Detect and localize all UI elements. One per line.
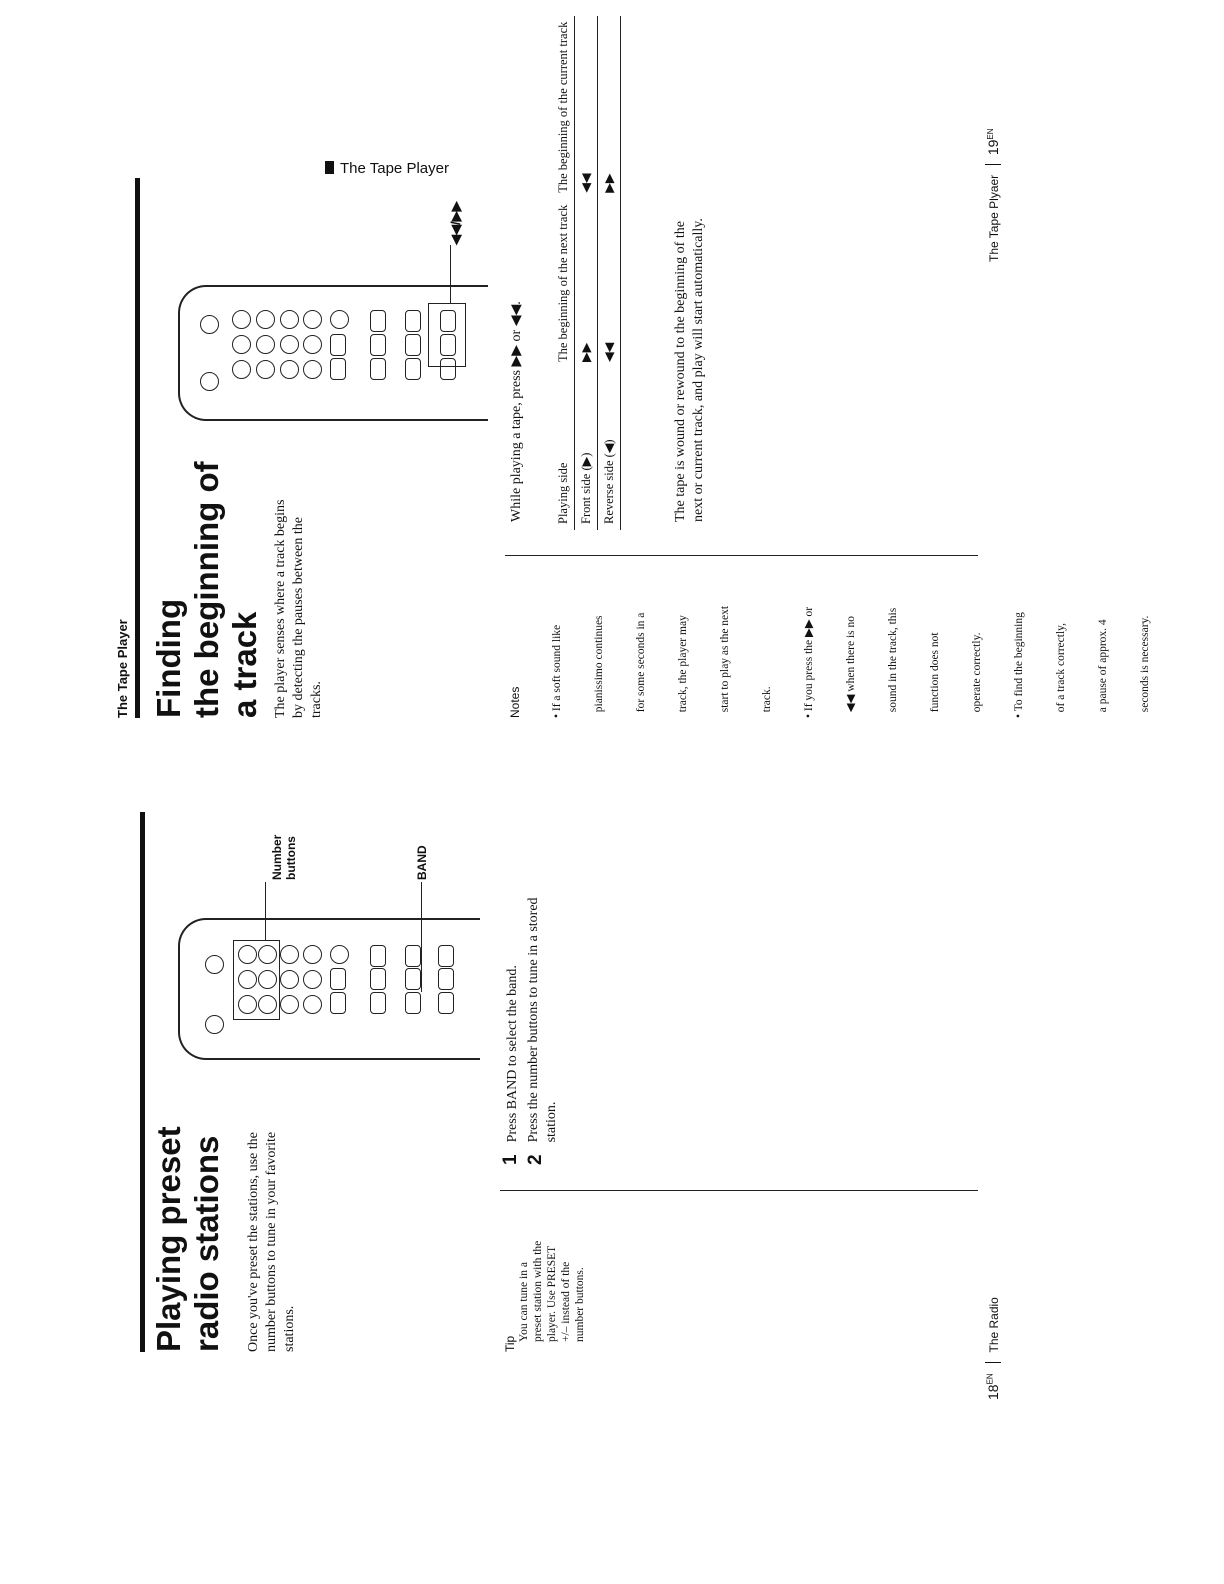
skip-leader xyxy=(450,245,451,303)
remote-button xyxy=(370,334,386,356)
remote-button xyxy=(405,358,421,380)
right-footer xyxy=(985,128,1001,262)
callout-skip-arrows: ◀◀/▶▶ xyxy=(448,201,463,245)
page-suffix: EN xyxy=(986,128,995,140)
remote-button xyxy=(200,315,219,334)
right-intro: The player senses where a track begins by detecting the pauses between the tracks. xyxy=(273,499,324,718)
remote-button xyxy=(258,995,277,1014)
remote-button xyxy=(438,945,454,967)
table-cell: Reverse side (◀) xyxy=(602,439,616,524)
remote-button xyxy=(303,335,322,354)
remote-button xyxy=(303,995,322,1014)
number-buttons-leader xyxy=(265,882,266,940)
left-footer xyxy=(985,1297,1001,1400)
step-text: station. xyxy=(544,1101,559,1143)
remote-button xyxy=(205,955,224,974)
remote-button xyxy=(405,945,421,967)
section-marker xyxy=(325,160,449,177)
page-suffix: EN xyxy=(985,1373,995,1385)
remote-button xyxy=(303,970,322,989)
remote-button xyxy=(280,995,299,1014)
step-number: 1 xyxy=(500,1154,521,1165)
remote-button xyxy=(438,992,454,1014)
footer-section: The Radio xyxy=(987,1297,1001,1353)
remote-button xyxy=(280,945,299,964)
remote-button xyxy=(370,358,386,380)
remote-button xyxy=(303,360,322,379)
remote-button xyxy=(330,992,346,1014)
band-leader xyxy=(421,882,422,992)
remote-button xyxy=(256,310,275,329)
remote-button xyxy=(440,334,456,356)
remote-button xyxy=(303,945,322,964)
remote-button xyxy=(200,372,219,391)
remote-button xyxy=(256,335,275,354)
remote-button xyxy=(438,968,454,990)
remote-button xyxy=(330,358,346,380)
left-title-bar xyxy=(140,812,145,1352)
notes-heading: Notes xyxy=(508,686,522,718)
left-section-rule xyxy=(500,1190,978,1191)
callout-number-buttons: Number buttons xyxy=(270,834,298,880)
remote-button xyxy=(232,310,251,329)
tip-heading: Tip xyxy=(503,1335,517,1352)
remote-button xyxy=(232,360,251,379)
table-header: The beginning of the current track xyxy=(556,21,570,193)
side-table xyxy=(553,16,621,530)
table-cell: ▶▶ xyxy=(602,173,616,193)
remote-button xyxy=(330,945,349,964)
step-1 xyxy=(500,965,522,1165)
section-marker-label: The Tape Player xyxy=(340,160,449,177)
remote-button xyxy=(440,310,456,332)
running-head: The Tape Player xyxy=(115,619,130,718)
remote-button xyxy=(405,310,421,332)
right-result: The tape is wound or rewound to the beginning of the next or current track, and play will start automatically. xyxy=(673,218,706,522)
remote-button xyxy=(330,968,346,990)
remote-button xyxy=(238,995,257,1014)
remote-button xyxy=(405,334,421,356)
right-section-rule xyxy=(505,555,978,556)
remote-button xyxy=(405,968,421,990)
remote-button xyxy=(303,310,322,329)
table-cell: ◀◀ xyxy=(579,173,593,193)
remote-button xyxy=(280,970,299,989)
tip: Tip You can tune in a preset station with the player. Use PRESET +/– instead of the number buttons. xyxy=(503,1240,586,1352)
remote-outline xyxy=(178,918,480,1060)
notes: Notes • If a soft sound like pianissimo continues for some seconds in a track, the player may start to play as the next track. • If you press the ▶▶ or ◀◀ when there is no sound in the track, this function does not operate correctly. • To find the beginning of a track correctly, a pause of approx. 4 seconds is necessary. xyxy=(508,605,1151,718)
remote-button xyxy=(238,945,257,964)
remote-button xyxy=(280,335,299,354)
remote-button xyxy=(256,360,275,379)
remote-button xyxy=(370,945,386,967)
table-cell: Front side (▶) xyxy=(579,452,593,524)
page-number: 18 xyxy=(985,1384,1001,1400)
remote-button xyxy=(258,945,277,964)
remote-button xyxy=(370,310,386,332)
remote-button xyxy=(232,335,251,354)
step-text: Press BAND to select the band. xyxy=(505,965,520,1143)
remote-button xyxy=(330,334,346,356)
remote-button xyxy=(280,360,299,379)
table-cell: ◀◀ xyxy=(602,342,616,362)
step-2 xyxy=(525,897,561,1165)
remote-button xyxy=(370,992,386,1014)
remote-button xyxy=(258,970,277,989)
cassette-icon xyxy=(325,161,334,174)
page-number: 19 xyxy=(985,139,1001,156)
right-instruction: While playing a tape, press ▶▶ or ◀◀. xyxy=(509,301,524,522)
remote-button xyxy=(280,310,299,329)
remote-button xyxy=(440,358,456,380)
footer-section: The Tape Plyaer xyxy=(987,174,1001,262)
left-intro: Once you've preset the stations, use the number buttons to tune in your favorite stations. xyxy=(246,1131,297,1352)
table-cell: ▶▶ xyxy=(579,342,593,362)
step-number: 2 xyxy=(525,1154,546,1165)
right-title-bar xyxy=(135,178,140,718)
table-header: Playing side xyxy=(556,462,570,524)
callout-band: BAND xyxy=(415,845,429,880)
remote-button xyxy=(205,1015,224,1034)
remote-button xyxy=(330,310,349,329)
remote-button xyxy=(405,992,421,1014)
remote-button xyxy=(238,970,257,989)
table-header: The beginning of the next track xyxy=(556,204,570,362)
remote-button xyxy=(370,968,386,990)
right-title: Finding the beginning of a track xyxy=(150,461,263,718)
step-text: Press the number buttons to tune in a stored xyxy=(526,897,541,1143)
left-title: Playing preset radio stations xyxy=(150,1126,225,1352)
